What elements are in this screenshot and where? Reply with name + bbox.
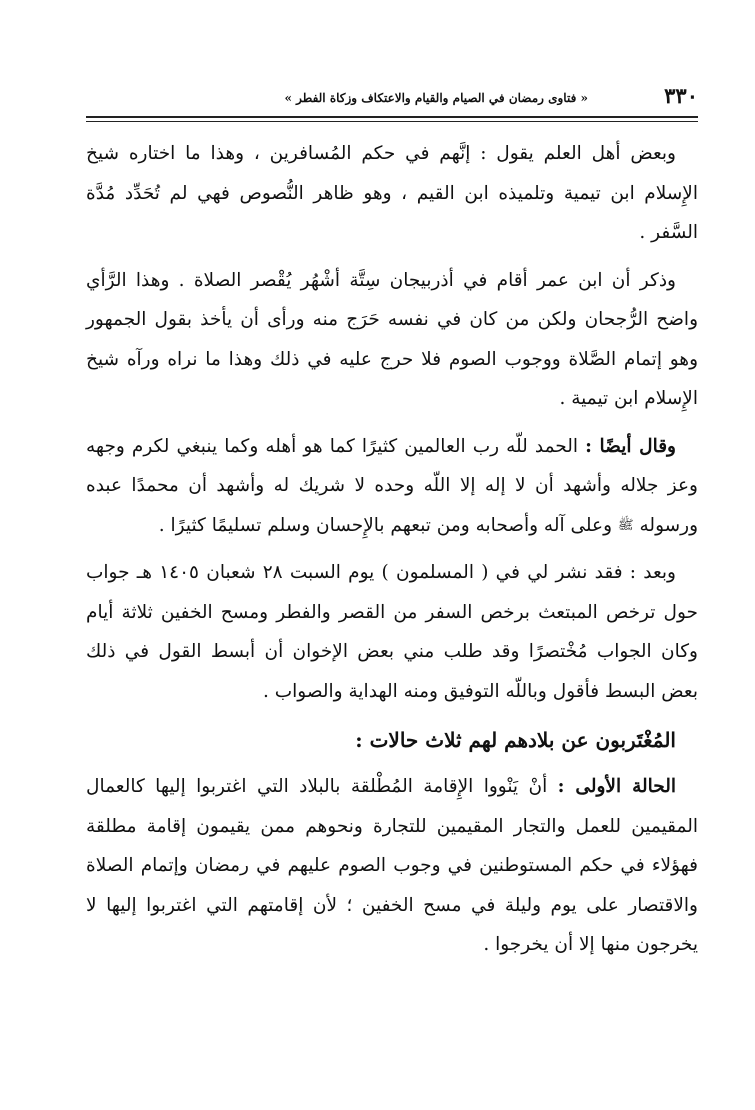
paragraph-4: وبعد : فقد نشر لي في ( المسلمون ) يوم السبت ٢٨ شعبان ١٤٠٥ هـ جواب حول ترخص المبتعث برخص السفر من القصر والفطر ومسح الخفين ثلاثة أيام وكان الجواب مُخْتصرًا وقد طلب مني بعض الإخوان أن أبسط القول في ذلك بعض البسط فأقول وباللّه التوفيق ومنه الهداية والصواب .: [86, 562, 698, 702]
salutation-ligature: ﷺ: [617, 517, 634, 533]
running-title: « فتاوى رمضان في الصيام والقيام والاعتكاف وزكاة الفطر »: [284, 91, 588, 105]
paragraph-3: [86, 427, 698, 546]
paragraph-1: وبعض أهل العلم يقول : إنَّهم في حكم المُسافرين ، وهذا ما اختاره شيخ الإِسلام ابن تيمية وتلميذه ابن القيم ، وهو ظاهر النُّصوص فهي لم تُحَدِّد مُدَّة السَّفر .: [86, 143, 698, 243]
section-heading: المُغْتَربون عن بلادهم لهم ثلاث حالات :: [355, 728, 676, 752]
paragraph-3-text: الحمد للّه رب العالمين كثيرًا كما هو أهله وكما ينبغي لكرم وجهه وعز جلاله وأشهد أن لا إله إلا اللّه وحده لا شريك له وأشهد أن محمدًا عبده ورسوله: [86, 435, 698, 536]
page-header: [86, 82, 698, 112]
paragraph-5-text: أنْ يَنْووا الإِقامة المُطْلقة بالبلاد التي اغتربوا إليها كالعمال المقيمين للعمل والتجار المقيمين للتجارة ونحوهم ممن يقيمون إقامة مطلقة فهؤلاء في حكم المستوطنين في وجوب الصوم عليهم في رمضان وإتمام الصلاة والاقتصار على يوم وليلة في مسح الخفين ؛ لأن إقامتهم التي اغتربوا إليها لا يخرجون منها إلا أن يخرجوا .: [86, 776, 698, 955]
paragraph-3-end: وعلى آله وأصحابه ومن تبعهم بالإِحسان وسلم تسليمًا كثيرًا .: [158, 514, 613, 536]
header-rule: [86, 116, 698, 122]
paragraph-5: [86, 767, 698, 965]
paragraph-2: وذكر أن ابن عمر أقام في أذربيجان سِتَّة أشْهُر يُقْصر الصلاة . وهذا الرَّأي واضح الرُّجحان ولكن من كان في نفسه حَرَج منه ورأى أن يأخذ بقول الجمهور وهو إتمام الصَّلاة ووجوب الصوم فلا حرج عليه في ذلك وهذا ما نراه ورآه شيخ الإِسلام ابن تيمية .: [86, 269, 698, 409]
page-number: ٣٣٠: [664, 83, 698, 108]
paragraph-5-lead: الحالة الأولى :: [557, 776, 676, 797]
main-text: [86, 134, 698, 973]
paragraph-3-lead: وقال أيضًا :: [585, 435, 676, 457]
